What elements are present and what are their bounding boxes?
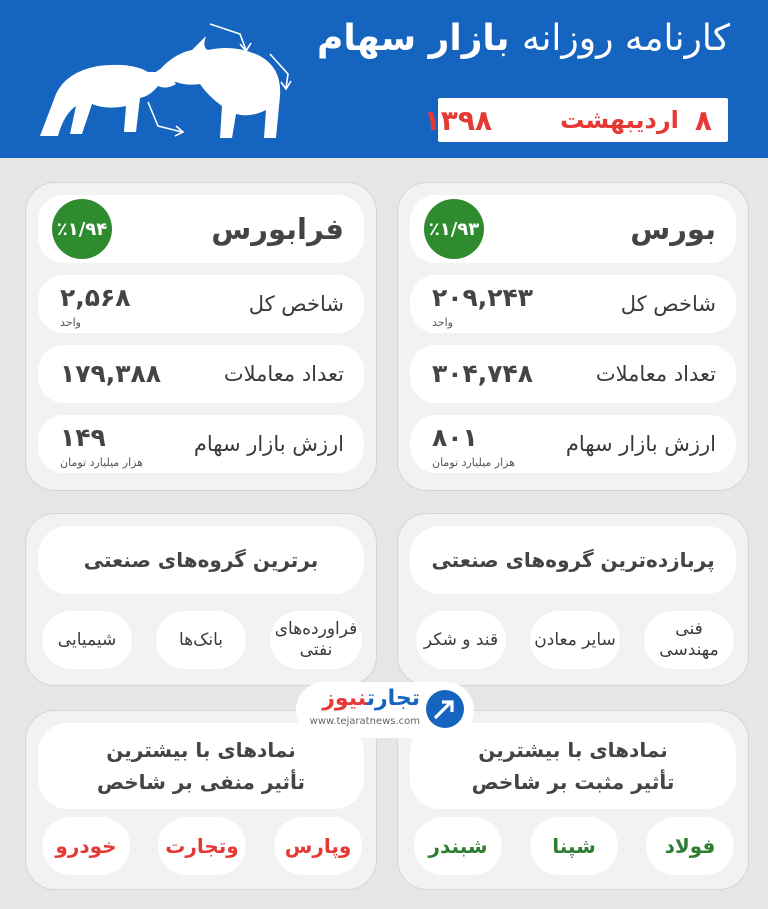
symbol-item: شپنا <box>530 817 618 875</box>
group-item: بانک‌ها <box>156 611 246 669</box>
symbol-item: خودرو <box>42 817 130 875</box>
symbol-item: وتجارت <box>158 817 246 875</box>
most-return-groups-panel <box>397 513 749 686</box>
farabourse-index-value: ۲,۵۶۸ <box>60 283 131 312</box>
farabourse-trades-row: تعداد معاملات ۱۷۹,۳۸۸ <box>38 345 364 403</box>
group-item: قند و شکر <box>416 611 506 669</box>
bourse-trades-row: تعداد معاملات ۳۰۴,۷۴۸ <box>410 345 736 403</box>
arrow-up-icon <box>210 24 246 50</box>
date-badge <box>423 98 728 142</box>
group-item: فنی مهندسی <box>644 611 734 669</box>
brand-logo <box>296 682 474 738</box>
page-title: کارنامه روزانه بازار سهام <box>317 18 730 59</box>
top-groups-title: برترین گروه‌های صنعتی <box>38 526 364 594</box>
bourse-index-value: ۲۰۹,۲۴۳ <box>432 283 534 312</box>
top-groups-panel <box>25 513 377 686</box>
date-year: ۱۳۹۸ <box>423 103 493 137</box>
most-return-groups-title: پربازده‌ترین گروه‌های صنعتی <box>410 526 736 594</box>
bourse-change-badge: ٪۱/۹۳ <box>424 199 484 259</box>
farabourse-title-row <box>38 195 364 263</box>
farabourse-market-value-row: ارزش بازار سهام ۱۴۹ هزار میلیارد تومان <box>38 415 364 473</box>
bull-icon <box>156 36 280 138</box>
bourse-title: بورس <box>630 212 716 246</box>
bourse-market-value-row: ارزش بازار سهام ۸۰۱ هزار میلیارد تومان <box>410 415 736 473</box>
bourse-title-row <box>410 195 736 263</box>
farabourse-index-row: شاخص کل ۲,۵۶۸ واحد <box>38 275 364 333</box>
header-banner <box>0 0 768 158</box>
symbol-item: وپارس <box>274 817 362 875</box>
bourse-index-row: شاخص کل ۲۰۹,۲۴۳ واحد <box>410 275 736 333</box>
farabourse-panel <box>25 182 377 491</box>
tejarat-logo-icon <box>426 690 464 728</box>
group-item: شیمیایی <box>42 611 132 669</box>
brand-name: تجارتنیوز <box>322 686 420 711</box>
farabourse-title: فرابورس <box>211 212 344 246</box>
bear-icon <box>40 65 176 136</box>
brand-url: www.tejaratnews.com <box>309 716 420 727</box>
bull-bear-icon <box>36 14 296 144</box>
symbol-item: فولاد <box>646 817 734 875</box>
bourse-panel <box>397 182 749 491</box>
symbol-item: شبندر <box>414 817 502 875</box>
group-item: فراورده‌های نفتی <box>270 611 362 669</box>
negative-symbols-title: نمادهای با بیشترین تأثیر منفی بر شاخص <box>38 723 364 809</box>
positive-symbols-title: نمادهای با بیشترین تأثیر مثبت بر شاخص <box>410 723 736 809</box>
farabourse-change-badge: ٪۱/۹۴ <box>52 199 112 259</box>
date-month: اردیبهشت <box>560 106 679 134</box>
bourse-market-value: ۸۰۱ <box>432 423 478 452</box>
farabourse-trades-value: ۱۷۹,۳۸۸ <box>60 359 162 388</box>
group-item: سایر معادن <box>530 611 620 669</box>
date-day: ۸ <box>694 103 712 137</box>
bourse-trades-value: ۳۰۴,۷۴۸ <box>432 359 534 388</box>
farabourse-market-value: ۱۴۹ <box>60 423 106 452</box>
